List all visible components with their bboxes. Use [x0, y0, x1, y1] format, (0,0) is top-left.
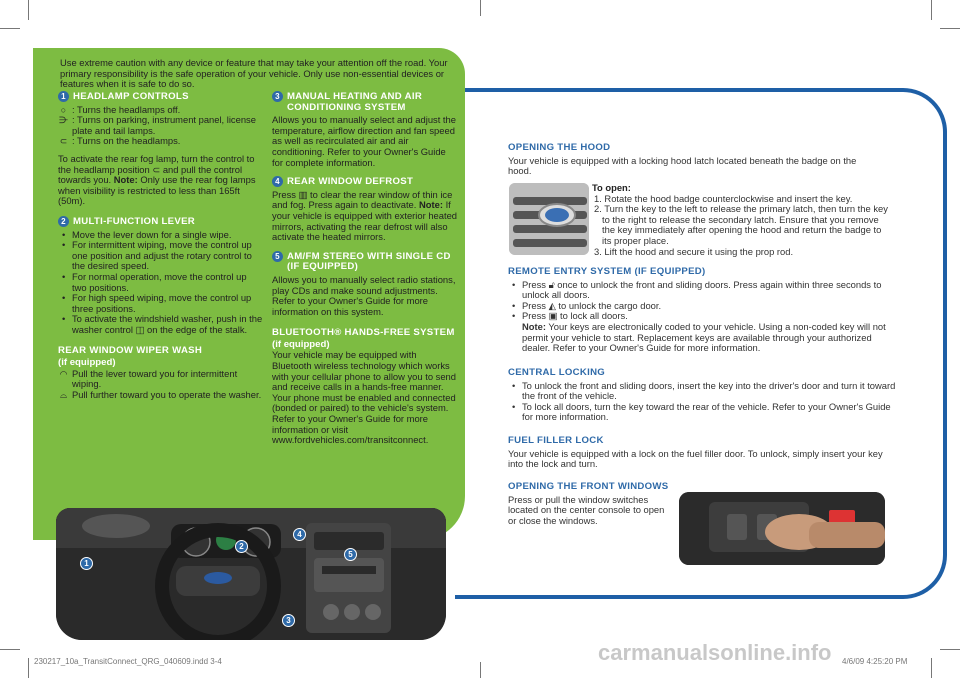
- list-item: • For intermittent wiping, move the control up one position and adjust the rotary control to the desired speed.: [58, 240, 263, 272]
- list-item: • For high speed wiping, move the control up three positions.: [58, 293, 263, 314]
- hood-step-list: [592, 194, 892, 258]
- unlock-icon: 🔓︎: [548, 278, 555, 290]
- dashboard-photo: [56, 508, 446, 640]
- crop-mark: [480, 0, 481, 16]
- stereo-heading: 5 AM/FM STEREO WITH SINGLE CD (IF EQUIPPED): [272, 252, 457, 273]
- central-locking-section: [508, 368, 898, 423]
- washer-icon: ◫: [135, 323, 145, 335]
- defrost-heading: 4 REAR WINDOW DEFROST: [272, 177, 457, 188]
- rear-defrost-icon: ▥: [298, 188, 308, 200]
- headlamp-on-icon: ⊂: [152, 163, 161, 175]
- rear-wiper-sub: (if equipped): [58, 357, 116, 369]
- headlamp-off-icon: ○: [60, 104, 67, 115]
- bluetooth-heading: BLUETOOTH® HANDS-FREE SYSTEM: [272, 327, 455, 339]
- crop-mark: [931, 658, 932, 678]
- callout-3-badge: 3: [272, 91, 283, 102]
- dashboard-callout-2: 2: [235, 540, 248, 553]
- crop-mark: [940, 649, 960, 650]
- fuel-filler-heading: FUEL FILLER LOCK: [508, 435, 604, 446]
- hood-badge-photo: [509, 183, 589, 255]
- callout-1-badge: 1: [58, 91, 69, 102]
- list-item: • Press ◭ to unlock the cargo door.: [508, 301, 898, 312]
- rear-washer-icon: ⌓: [59, 389, 68, 400]
- parking-lamps-icon: ⋺: [59, 115, 68, 126]
- crop-mark: [0, 28, 20, 29]
- rear-wiper-heading: REAR WINDOW WIPER WASH: [58, 345, 203, 357]
- callout-5-badge: 5: [272, 251, 283, 262]
- bluetooth-sub: (if equipped): [272, 338, 330, 350]
- defrost-text: Press ▥ to clear the rear window of thin ice and fog. Press again to deactivate. Note: If your vehicle is equipped with exterior heated mirrors, activating the rear defrost will also activate the heated mirrors.: [272, 188, 458, 243]
- front-windows-heading: OPENING THE FRONT WINDOWS: [508, 481, 669, 492]
- list-item: • To lock all doors, turn the key toward the rear of the vehicle. Refer to your Owner's Guide for more information.: [508, 402, 898, 423]
- caution-text: Use extreme caution with any device or feature that may take your attention off the road. Your primary responsibility is the safe operation of your vehicle. Only use non-essential devices or features when it is safe to do so.: [60, 57, 448, 90]
- rear-wiper-icon: ◠: [59, 368, 68, 379]
- remote-entry-heading: REMOTE ENTRY SYSTEM (IF EQUIPPED): [508, 266, 706, 277]
- dashboard-illustration: [56, 508, 446, 640]
- window-switch-photo: [679, 492, 885, 565]
- list-item: 3. Lift the hood and secure it using the prop rod.: [594, 245, 794, 257]
- crop-mark: [480, 662, 481, 678]
- window-switch-illustration: [679, 492, 885, 565]
- list-item: • To activate the windshield washer, push in the washer control ◫ on the edge of the stalk.: [58, 314, 263, 335]
- list-item: 1. Rotate the hood badge counterclockwise and insert the key.: [594, 192, 853, 204]
- headlamp-parking-row: ⋺ : Turns on parking, instrument panel, license plate and tail lamps.: [59, 114, 256, 136]
- headlamp-off-row: ○ : Turns the headlamps off.: [58, 105, 263, 116]
- lock-icon: ▣: [548, 310, 558, 322]
- central-locking-list: [508, 381, 898, 423]
- to-open-label: To open:: [592, 182, 631, 193]
- central-locking-heading: CENTRAL LOCKING: [508, 367, 606, 378]
- crop-mark: [0, 649, 20, 650]
- list-item: • Move the lever down for a single wipe.: [58, 230, 263, 241]
- cargo-door-icon: ◭: [548, 299, 556, 311]
- dashboard-callout-3: 3: [282, 614, 295, 627]
- list-item: • Press 🔓︎ once to unlock the front and sliding doors. Press again within three seconds to unlock all doors.: [508, 280, 898, 301]
- footer-date: 4/6/09 4:25:20 PM: [842, 657, 908, 666]
- hood-steps: [592, 183, 892, 257]
- dashboard-callout-1: 1: [80, 557, 93, 570]
- callout-4-badge: 4: [272, 176, 283, 187]
- right-column: [272, 92, 457, 446]
- headlamp-heading: 1 HEADLAMP CONTROLS: [58, 92, 263, 103]
- remote-entry-list: [508, 280, 898, 354]
- hood-heading: OPENING THE HOOD: [508, 142, 611, 153]
- dashboard-callout-4: 4: [293, 528, 306, 541]
- list-item: • Press ▣ to lock all doors. Note: Your keys are electronically coded to your vehicle. Using a non-coded key will not permit your vehicle to start. Replacement keys are available through your authorized dealer. Refer to your Owner's Guide for more information.: [508, 311, 898, 353]
- remote-entry-section: [508, 267, 898, 354]
- fuel-filler-text: Your vehicle is equipped with a lock on the fuel filler door. To unlock, simply insert your key into the lock and turn.: [508, 447, 883, 470]
- front-windows-text: Press or pull the window switches located on the center console to open or close the windows.: [508, 493, 665, 526]
- stereo-text: Allows you to manually select radio stations, play CDs and make sound adjustments. Refer to your Owner's Guide for more information on this system.: [272, 273, 456, 317]
- fuel-filler-section: [508, 436, 898, 470]
- bluetooth-text: Your vehicle may be equipped with Bluetooth wireless technology which works with your cellular phone to allow you to send and receive calls in a hands-free manner. Your phone must be enabled and connected (bonded or paired) to the vehicle's system. Refer to your Owner's Guide for more information or visit www.fordvehicles.com/transitconnect.: [272, 349, 456, 446]
- multifunction-list: [58, 230, 263, 336]
- rear-wiper-row: ◠ Pull the lever toward you for intermittent wiping.: [59, 367, 238, 390]
- headlamp-on-icon: ⊂: [59, 136, 68, 147]
- list-item: • For normal operation, move the control up two positions.: [58, 272, 263, 293]
- front-windows-section: [508, 482, 668, 526]
- crop-mark: [940, 28, 960, 29]
- callout-2-badge: 2: [58, 216, 69, 227]
- hood-illustration: [509, 183, 589, 255]
- left-column: [58, 92, 263, 400]
- footer-filename: 230217_10a_TransitConnect_QRG_040609.indd 3-4: [34, 657, 222, 666]
- headlamp-on-row: ⊂ : Turns on the headlamps.: [59, 135, 181, 147]
- hood-text: Your vehicle is equipped with a locking hood latch located beneath the badge on the hood.: [508, 154, 857, 177]
- crop-mark: [931, 0, 932, 20]
- hvac-text: Allows you to manually select and adjust the temperature, airflow direction and fan speed as well as recirculated air and air conditioning. Refer to your Owner's Guide for complete information.: [272, 114, 456, 168]
- dashboard-callout-5: 5: [344, 548, 357, 561]
- rear-washer-row: ⌓ Pull further toward you to operate the washer.: [59, 388, 262, 400]
- crop-mark: [28, 658, 29, 678]
- list-item: • To unlock the front and sliding doors, insert the key into the driver's door and turn it toward the front of the vehicle.: [508, 381, 898, 402]
- crop-mark: [28, 0, 29, 20]
- hvac-heading: 3 MANUAL HEATING AND AIR CONDITIONING SYSTEM: [272, 92, 457, 113]
- multifunction-heading: 2 MULTI-FUNCTION LEVER: [58, 217, 263, 228]
- fog-lamp-text: To activate the rear fog lamp, turn the control to the headlamp position ⊂ and pull the control towards you. Note: Only use the rear fog lamps when visibility is restricted to less than 165ft (50m).: [58, 152, 256, 207]
- hood-section: [508, 143, 878, 177]
- list-item: 2. Turn the key to the left to release the primary latch, then turn the key to the right to release the secondary latch. Ensure that you remove the key immediately after opening the hood and return the badge to its proper place.: [594, 203, 888, 246]
- watermark: carmanualsonline.info: [598, 640, 832, 665]
